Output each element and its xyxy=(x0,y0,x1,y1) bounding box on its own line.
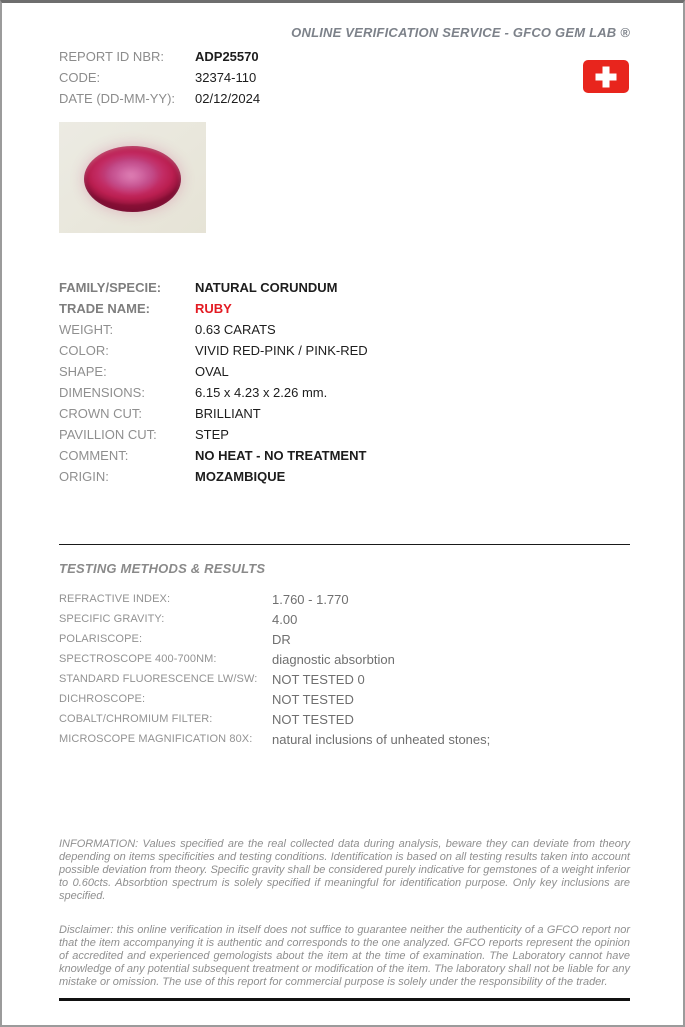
report-id-row xyxy=(59,46,630,67)
microscope-value: natural inclusions of unheated stones; xyxy=(272,731,491,747)
origin-value: MOZAMBIQUE xyxy=(195,469,286,484)
polariscope-value: DR xyxy=(272,631,291,647)
code-value: 32374-110 xyxy=(195,70,257,85)
crown-cut-value: BRILLIANT xyxy=(195,406,261,421)
shape-label: SHAPE: xyxy=(59,364,107,379)
dichroscope-value: NOT TESTED xyxy=(272,691,354,707)
spectroscope-label: SPECTROSCOPE 400-700NM: xyxy=(59,653,217,665)
family-specie-value: NATURAL CORUNDUM xyxy=(195,280,338,295)
date-value: 02/12/2024 xyxy=(195,91,261,106)
comment-value: NO HEAT - NO TREATMENT xyxy=(195,448,367,463)
polariscope-row xyxy=(59,629,630,649)
dichroscope-row xyxy=(59,689,630,709)
report-id-value: ADP25570 xyxy=(195,49,259,64)
identification-section xyxy=(59,277,630,487)
refractive-index-row xyxy=(59,589,630,609)
refractive-index-label: REFRACTIVE INDEX: xyxy=(59,593,171,605)
microscope-row xyxy=(59,729,630,749)
color-label: COLOR: xyxy=(59,343,109,358)
cobalt-filter-value: NOT TESTED xyxy=(272,711,354,727)
spectroscope-row xyxy=(59,649,630,669)
trade-name-value: RUBY xyxy=(195,301,232,316)
swiss-cross-horizontal-bar xyxy=(596,73,617,80)
cobalt-filter-label: COBALT/CHROMIUM FILTER: xyxy=(59,713,213,725)
testing-section-title: TESTING METHODS & RESULTS xyxy=(59,561,266,576)
dimensions-value: 6.15 x 4.23 x 2.26 mm. xyxy=(195,385,328,400)
origin-label: ORIGIN: xyxy=(59,469,109,484)
specific-gravity-value: 4.00 xyxy=(272,611,298,627)
fluorescence-value: NOT TESTED 0 xyxy=(272,671,365,687)
refractive-index-value: 1.760 - 1.770 xyxy=(272,591,349,607)
service-title: ONLINE VERIFICATION SERVICE - GFCO GEM LAB ® xyxy=(291,25,630,40)
microscope-label: MICROSCOPE MAGNIFICATION 80X: xyxy=(59,733,253,745)
trade-name-row xyxy=(59,298,630,319)
dichroscope-label: DICHROSCOPE: xyxy=(59,693,146,705)
family-specie-label: FAMILY/SPECIE: xyxy=(59,280,162,295)
color-row xyxy=(59,340,630,361)
weight-value: 0.63 CARATS xyxy=(195,322,276,337)
date-row xyxy=(59,88,630,109)
cobalt-filter-row xyxy=(59,709,630,729)
specific-gravity-label: SPECIFIC GRAVITY: xyxy=(59,613,165,625)
pavillion-cut-value: STEP xyxy=(195,427,229,442)
information-paragraph: INFORMATION: Values specified are the real collected data during analysis, beware they can deviate from theory depending on items specificities and testing conditions. Identification is based on all testing results taken into account possible deviation from theory. Specific gravity shall be considered purely indicative for gemstones of a weight inferior to 0.60cts. Absorbtion spectrum is solely specified if meaningful for identification purpose. Only key inclusions are specified. xyxy=(59,838,630,902)
comment-label: COMMENT: xyxy=(59,448,129,463)
weight-label: WEIGHT: xyxy=(59,322,114,337)
code-row xyxy=(59,67,630,88)
section-divider-line xyxy=(59,544,630,545)
testing-results-section xyxy=(59,589,630,749)
weight-row xyxy=(59,319,630,340)
gem-highlight xyxy=(104,158,159,196)
crown-cut-row xyxy=(59,403,630,424)
color-value: VIVID RED-PINK / PINK-RED xyxy=(195,343,368,358)
code-label: CODE: xyxy=(59,70,101,85)
shape-row xyxy=(59,361,630,382)
comment-row xyxy=(59,445,630,466)
pavillion-cut-row xyxy=(59,424,630,445)
trade-name-label: TRADE NAME: xyxy=(59,301,150,316)
shape-value: OVAL xyxy=(195,364,229,379)
swiss-flag-icon xyxy=(583,60,629,93)
gemstone-photo xyxy=(59,122,206,233)
crown-cut-label: CROWN CUT: xyxy=(59,406,143,421)
family-specie-row xyxy=(59,277,630,298)
disclaimer-paragraph: Disclaimer: this online verification in itself does not suffice to guarantee neither the authenticity of a GFCO report nor that the item accompanying it is authentic and corresponds to the one analyzed. GFCO reports represent the opinion of accredited and experienced gemologists about the item at the time of examination. The Laboratory cannot have knowledge of any potential subsequent treatment or modification of the item. The laboratory shall not be liable for any mistake or omission. The use of this report for commercial purpose is solely under the responsibility of the trader. xyxy=(59,924,630,988)
pavillion-cut-label: PAVILLION CUT: xyxy=(59,427,157,442)
fluorescence-row xyxy=(59,669,630,689)
fluorescence-label: STANDARD FLUORESCENCE LW/SW: xyxy=(59,673,258,685)
report-id-label: REPORT ID NBR: xyxy=(59,49,164,64)
polariscope-label: POLARISCOPE: xyxy=(59,633,143,645)
spectroscope-value: diagnostic absorbtion xyxy=(272,651,395,667)
ruby-gem-image xyxy=(84,146,181,212)
date-label: DATE (DD-MM-YY): xyxy=(59,91,176,106)
report-header-fields xyxy=(59,46,630,109)
origin-row xyxy=(59,466,630,487)
dimensions-row xyxy=(59,382,630,403)
dimensions-label: DIMENSIONS: xyxy=(59,385,145,400)
bottom-rule-line xyxy=(59,998,630,1001)
specific-gravity-row xyxy=(59,609,630,629)
